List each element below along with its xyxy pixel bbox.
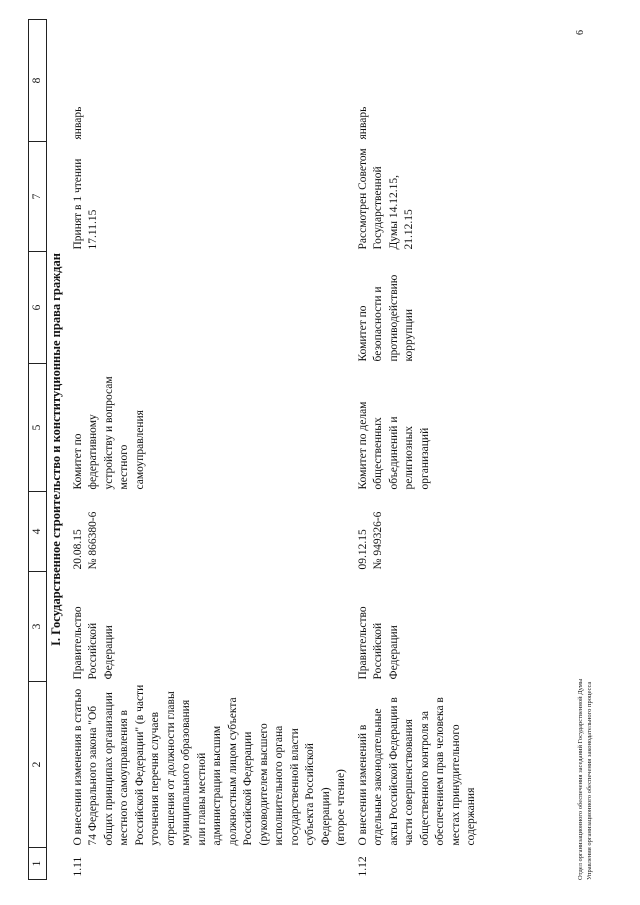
bill-status: Принят в 1 чтении 17.11.15 (71, 158, 99, 250)
column-header: 2 (29, 682, 47, 848)
column-header: 4 (29, 492, 47, 572)
row-number: 1.11 (71, 856, 84, 877)
table-row (69, 20, 354, 880)
bill-title: О внесении изменения в статью 74 Федерального закона "Об общих принципах организации местного самоуправления в Российской Федерации" (в части уточнения перечня случаев отрешения от должности главы муниципального образования или главы местной администрации высшим должностным лицом субъекта Российской Федерации (руководителем высшего исполнительного органа государственной власти субъекта Российской Федерации) (71, 684, 332, 846)
table-row (354, 20, 484, 880)
co-committee: Комитет по безопасности и противодействию коррупции (356, 274, 415, 362)
bill-title-cell (69, 682, 354, 848)
bill-title: О внесении изменений в отдельные законодательные акты Российской Федерации в части совершенствования общественного контроля за обеспечением прав человека в местах принудительного содержания (356, 697, 477, 846)
planned-month: январь (356, 106, 369, 140)
footer-line: Управления организационного обеспечения законодательного процесса (586, 681, 593, 880)
column-header: 8 (29, 20, 47, 142)
row-number: 1.12 (356, 856, 369, 877)
bill-author: Правительство Российской Федерации (71, 606, 115, 680)
submission-cell (354, 492, 484, 572)
submission-date: 20.08.15 (71, 529, 84, 570)
document-page (28, 20, 603, 880)
submission-date: 09.12.15 (356, 529, 369, 570)
bill-number: № 866380-6 (87, 511, 99, 570)
planned-month: январь (71, 106, 84, 140)
responsible-committee: Комитет по федеративному устройству и вопросам местного самоуправления (71, 376, 146, 490)
page-number: 6 (575, 30, 586, 35)
column-header: 6 (29, 252, 47, 364)
responsible-committee: Комитет по делам общественных объединений и религиозных организаций (356, 401, 431, 490)
column-header: 7 (29, 142, 47, 252)
column-header: 5 (29, 364, 47, 492)
bill-title-cell (354, 682, 484, 848)
section-title: I. Государственное строительство и конституционные права граждан (49, 253, 63, 646)
bill-author: Правительство Российской Федерации (356, 606, 400, 680)
reading-note: (второе чтение) (335, 769, 347, 846)
column-header: 1 (29, 848, 47, 880)
column-number-row (29, 20, 47, 880)
page-footer (576, 679, 594, 880)
bill-status: Рассмотрен Советом Государственной Думы 14.12.15, 21.12.15 (356, 148, 415, 250)
submission-cell (69, 492, 354, 572)
co-committee (69, 252, 354, 364)
footer-line: Отдел организационного обеспечения заседаний Государственной Думы (577, 678, 584, 880)
bill-table (28, 19, 484, 880)
column-header: 3 (29, 572, 47, 682)
bill-number: № 949326-6 (372, 511, 384, 570)
section-heading-row (47, 20, 69, 880)
